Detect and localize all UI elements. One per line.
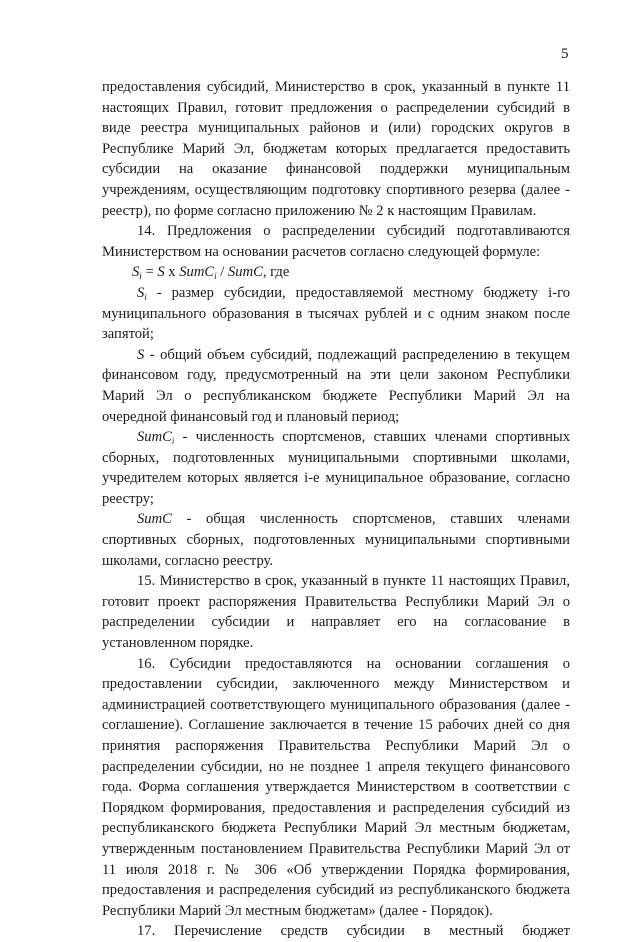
definition-sumc: SumC - общая численность спортсменов, ставших членами спортивных сборных, подготовленных муниципальными спортивными школами, согласно реестру. xyxy=(102,511,570,569)
distribution-formula: $S_i = S$ x SumC$_i$ / SumC, где xyxy=(132,264,290,282)
paragraph-continuation: предоставления субсидий, Министерство в срок, указанный в пункте 11 настоящих Правил, готовит предложения о распределении субсидий в виде реестра муниципальных районов и (или) городских округов в Республике Марий Эл, бюджетам которых предлагается предоставить субсидии на оказание финансовой поддержки муниципальным учреждениям, осуществляющим подготовку спортивного резерва (далее - реестр), по форме согласно приложению № 2 к настоящим Правилам. xyxy=(102,79,570,219)
paragraph-16: 16. Субсидии предоставляются на основании соглашения о предоставлении субсидии, заключенного между Министерством и администрацией соответствующего муниципального образования (далее - соглашение). Соглашение заключается в течение 15 рабочих дней со дня принятия распоряжения Правительства Республики Марий Эл о распределении субсидии, но не позднее 1 апреля текущего финансового года. Форма соглашения утверждается Министерством в соответствии с Порядком формирования, предоставления и распределения субсидий из республиканского бюджета Республики Марий Эл местным бюджетам, утвержденным постановлением Правительства Республики Марий Эл от 11 июля 2018 г. № 306 «Об утверждении Порядка формирования, предоставления и распределения субсидий из республиканского бюджета Республики Марий Эл местным бюджетам» (далее - Порядок). xyxy=(102,655,570,919)
paragraph-17: 17. Перечисление средств субсидии в местный бюджет xyxy=(137,923,570,940)
definition-si: $S_i$ - размер субсидии, предоставляемой местному бюджету i-го муниципального образования в тысячах рублей и с одним знаком после запятой; xyxy=(102,284,570,343)
definition-s: S - общий объем субсидий, подлежащий распределению в текущем финансовом году, предусмотренный на эти цели законом Республики Марий Эл о республиканском бюджете Республики Марий Эл на очередной финансовый год и плановый период; xyxy=(102,346,570,425)
page-number: 5 xyxy=(561,46,569,62)
definition-sumci: SumC$_i$ - численность спортсменов, ставших членами спортивных сборных, подготовленных муниципальными спортивными школами, учредителем которых является i-е муниципальное образование, согласно реестру; xyxy=(102,429,570,507)
paragraph-15: 15. Министерство в срок, указанный в пункте 11 настоящих Правил, готовит проект распоряжения Правительства Республики Марий Эл о распределении субсидии и направляет его на согласование в установленном порядке. xyxy=(102,573,570,652)
paragraph-14: 14. Предложения о распределении субсидий подготавливаются Министерством на основании расчетов согласно следующей формуле: xyxy=(102,223,570,260)
document-body xyxy=(102,77,570,942)
